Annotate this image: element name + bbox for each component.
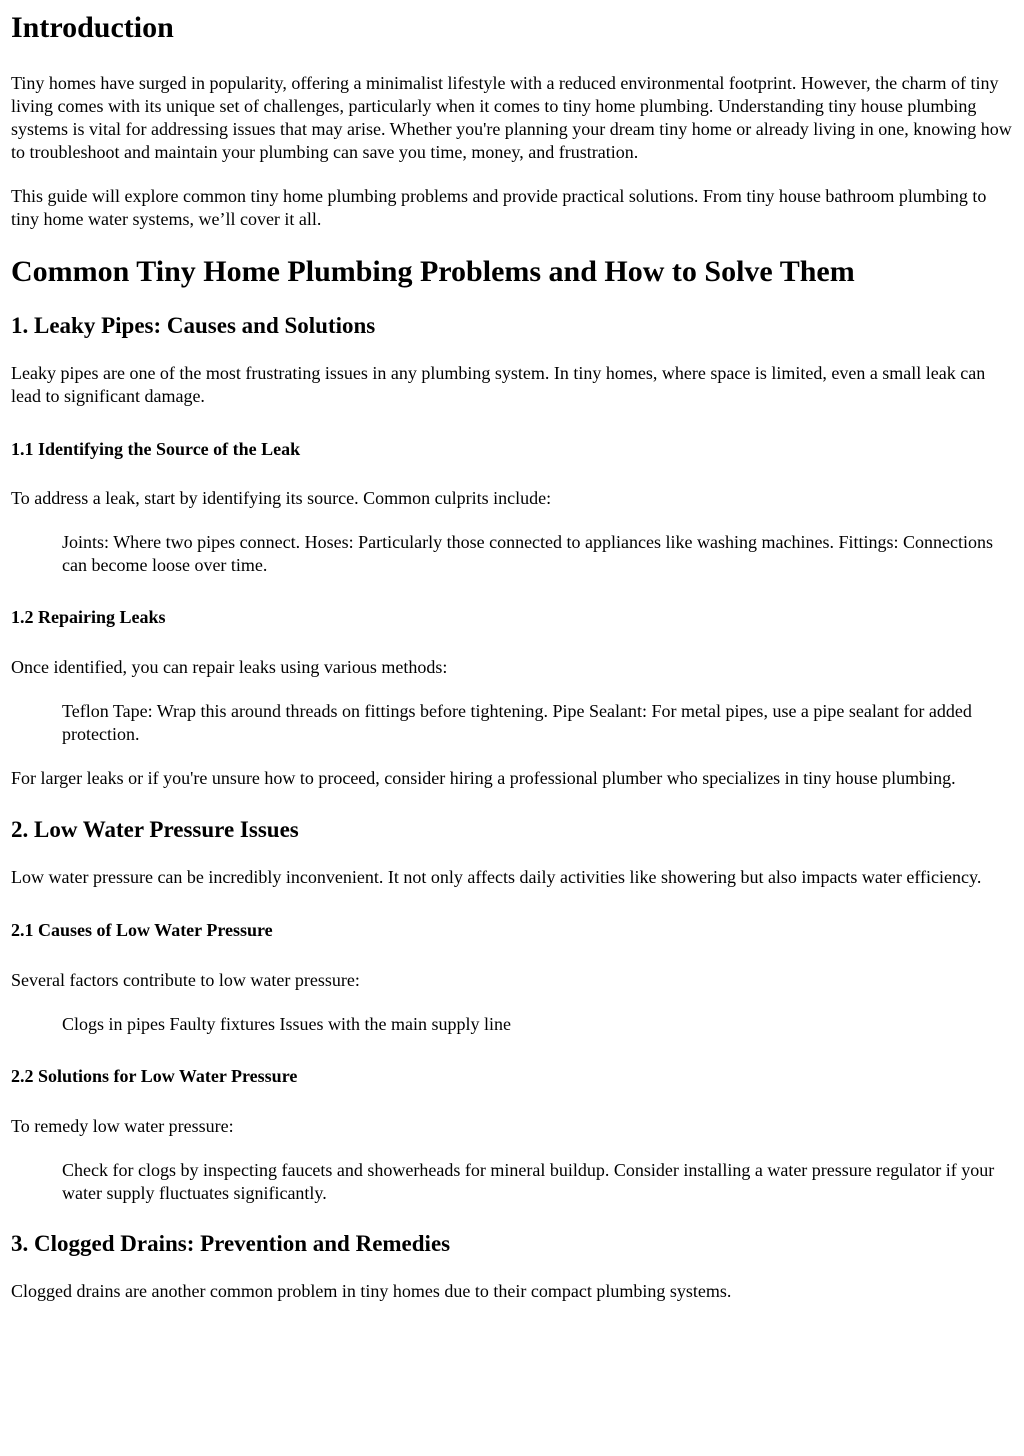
section-1-2-heading: 1.2 Repairing Leaks bbox=[11, 607, 166, 627]
section-3-heading: 3. Clogged Drains: Prevention and Remedies bbox=[11, 1231, 451, 1256]
section-2-1-intro: Several factors contribute to low water pressure: bbox=[11, 970, 360, 990]
section-2-2-intro: To remedy low water pressure: bbox=[11, 1116, 234, 1136]
section-1-2-list: Teflon Tape: Wrap this around threads on fittings before tightening. Pipe Sealant: For metal pipes, use a pipe sealant for added protection. bbox=[62, 701, 972, 744]
section-2-2-list: Check for clogs by inspecting faucets and showerheads for mineral buildup. Consider installing a water pressure regulator if your water supply fluctuates significantly. bbox=[62, 1160, 995, 1203]
section-2-1-list: Clogs in pipes Faulty fixtures Issues with the main supply line bbox=[62, 1014, 511, 1034]
article bbox=[0, 10, 1024, 1303]
main-heading: Common Tiny Home Plumbing Problems and How to Solve Them bbox=[11, 255, 855, 288]
section-2-2-heading: 2.2 Solutions for Low Water Pressure bbox=[11, 1066, 298, 1086]
section-1-paragraph: Leaky pipes are one of the most frustrating issues in any plumbing system. In tiny homes, where space is limited, even a small leak can lead to significant damage. bbox=[11, 363, 986, 406]
section-1-heading: 1. Leaky Pipes: Causes and Solutions bbox=[11, 313, 376, 338]
section-1-2-intro: Once identified, you can repair leaks using various methods: bbox=[11, 657, 448, 677]
section-1-1-intro: To address a leak, start by identifying its source. Common culprits include: bbox=[11, 488, 552, 508]
intro-paragraph-1: Tiny homes have surged in popularity, offering a minimalist lifestyle with a reduced environmental footprint. However, the charm of tiny living comes with its unique set of challenges, particularly when it comes to tiny home plumbing. Understanding tiny house plumbing systems is vital for addressing issues that may arise. Whether you're planning your dream tiny home or already living in one, knowing how to troubleshoot and maintain your plumbing can save you time, money, and frustration. bbox=[11, 73, 1012, 162]
section-2-heading: 2. Low Water Pressure Issues bbox=[11, 817, 299, 842]
section-1-1-list: Joints: Where two pipes connect. Hoses: Particularly those connected to appliances like washing machines. Fittings: Connections can become loose over time. bbox=[62, 532, 993, 575]
intro-heading: Introduction bbox=[11, 11, 174, 44]
section-1-2-outro: For larger leaks or if you're unsure how to proceed, consider hiring a professional plumber who specializes in tiny house plumbing. bbox=[11, 768, 956, 788]
section-1-1-heading: 1.1 Identifying the Source of the Leak bbox=[11, 439, 301, 459]
intro-paragraph-2: This guide will explore common tiny home plumbing problems and provide practical solutions. From tiny house bathroom plumbing to tiny home water systems, we’ll cover it all. bbox=[11, 186, 987, 229]
section-2-1-heading: 2.1 Causes of Low Water Pressure bbox=[11, 920, 273, 940]
section-3-paragraph: Clogged drains are another common problem in tiny homes due to their compact plumbing systems. bbox=[11, 1281, 732, 1301]
section-2-paragraph: Low water pressure can be incredibly inconvenient. It not only affects daily activities like showering but also impacts water efficiency. bbox=[11, 867, 982, 887]
